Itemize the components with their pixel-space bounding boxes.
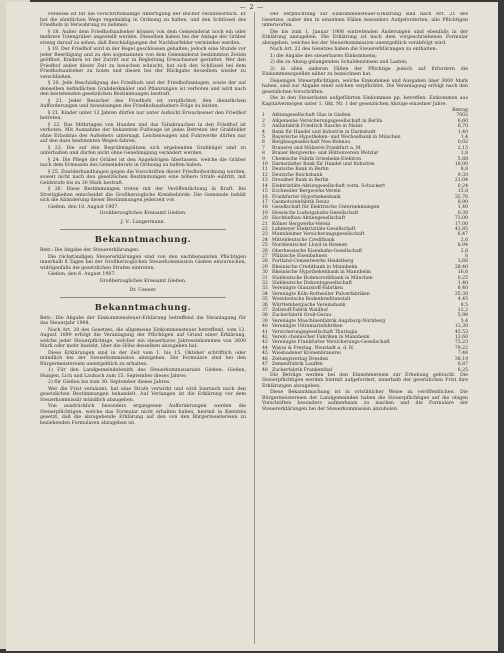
amount-column-header: Betrag: [452, 108, 468, 113]
section-separator: [60, 297, 226, 298]
section-separator: [60, 229, 226, 230]
entry-name: Württembergische Vereinsbank: [272, 302, 346, 308]
entry-number: 38: [262, 313, 268, 319]
entry-amount: 1,40: [457, 281, 468, 286]
entry-number: 25: [262, 243, 268, 249]
entry-number: 28: [262, 259, 268, 265]
entry-name: Oberhessische Eisenbahn-Gesellschaft: [272, 248, 363, 254]
entry-number: 46: [262, 356, 268, 362]
entry-amount: 18,00: [454, 162, 468, 168]
entry-amount: 38,19: [454, 356, 468, 362]
entry-number: 22: [262, 226, 268, 232]
subject-line: Betr.: Die Abgabe der Steuererklärungen.: [40, 248, 140, 253]
entry-number: 18: [262, 205, 268, 211]
entry-number: 9: [262, 156, 265, 162]
entry-number: 32: [262, 281, 268, 286]
paragraph: § 18. Außer dem Friedhofsaufseher können von dem Gemeinderat noch ein oder mehrere Totengräber angestellt werden. Dieselben haben bei der Anlage der Gräber streng darauf zu sehen, daß Beschädigungen der Nachbarfelder vermieden werden.: [40, 29, 246, 46]
signer-line: Dr. Usener.: [129, 287, 157, 293]
entry-amount: 7002: [456, 113, 468, 119]
entry-amount: 0,02: [457, 140, 468, 146]
entry-name: Verein chemischer Fabriken in Mannheim: [272, 335, 370, 341]
entry-number: 27: [262, 253, 268, 259]
entry-name: Gasmotorenfabrik Deutz: [272, 199, 330, 205]
entry-amount: 5,98: [457, 313, 468, 319]
entry-amount: 5,88: [457, 156, 468, 162]
paragraph: 1) die Angabe des steuerbaren Einkommens;: [270, 53, 377, 59]
entry-name: Eschweiler Bergwerks-Verein: [272, 189, 341, 195]
entry-number: 6: [262, 140, 265, 146]
entry-amount: 79,22: [454, 345, 468, 351]
entry-amount: 0,30: [457, 210, 468, 216]
paragraph: Die Beträge werden bei den Einnehmereien zur Erhebung gebracht. Die Steuerpflichtigen werden hiermit aufgefordert, innerhalb der gesetzlichen Frist ihre Erklärungen abzugeben.: [262, 372, 468, 389]
paragraph: Diejenigen Steuerpflichtigen, welche Einkommen und Ausgaben über 3000 Mark haben, sind zur Abgabe einer solchen verpflichtet. Die Veranlagung erfolgt nach den gesetzlichen Vorschriften.: [262, 78, 468, 95]
entry-name: Kölner Bergwerks-Verein: [272, 221, 331, 227]
entry-number: 19: [262, 210, 268, 216]
paragraph: 2) für Gießen bis zum 30. September dieses Jahres.: [48, 380, 171, 385]
entry-amount: 6,70: [457, 124, 468, 130]
entry-amount: 17,00: [454, 221, 468, 227]
entry-name: Vereinigte Maschinenfabrik Augsburg-Nürnberg: [272, 318, 386, 324]
entry-number: 16: [262, 194, 268, 200]
entry-number: 26: [262, 248, 268, 254]
entry-amount: 21,04: [454, 178, 468, 184]
entry-name: Süddeutsche Diskontogesellschaft: [272, 281, 353, 286]
entry-name: Wiesbadener Kronenbrauerei: [272, 351, 341, 357]
entry-name: Zellstoff-Fabrik Waldhof: [272, 308, 328, 314]
newspaper-page: [6, 2, 498, 651]
entry-amount: 8,8: [460, 167, 468, 173]
entry-amount: 8,40: [457, 286, 468, 292]
subject-line: Betr.: Die Abgabe der Einkommensteuer-Erklärung betreffend die Veranlagung für das Steuerjahr 1908.: [40, 315, 246, 326]
entry-name: Hochtiefbau-Aktiengesellschaft: [272, 216, 346, 222]
entry-name: Vereinigte Glanzstoff-Fabriken: [272, 286, 343, 292]
entry-name: Anilinfabrik Friedrich Rasche in Mainz: [272, 124, 363, 130]
entry-name: Wayss & Freytag, Neustadt a. d. H.: [272, 345, 355, 351]
entry-name: Mitteldeutsche Creditbank: [272, 237, 335, 243]
entry-name: Westdeutsche Bodenkreditanstalt: [272, 297, 351, 303]
paragraph: 3) in allen anderen Fällen der Pflichtige jedoch auf Erfordern die Einkommensquellen näher zu bezeichnen hat.: [262, 66, 468, 77]
entry-number: 1: [262, 113, 265, 119]
section-title: Bekanntmachung.: [94, 302, 192, 313]
column-divider: [254, 12, 255, 644]
entry-amount: 8,94: [457, 243, 468, 249]
entry-number: 40: [262, 324, 268, 330]
authority-line: Großherzogliches Kreisamt Gießen.: [99, 278, 187, 284]
entry-number: 34: [262, 291, 268, 297]
date-line: Gießen, den 6. August 1907.: [48, 272, 116, 277]
entry-amount: 8,90: [457, 199, 468, 205]
paragraph: § 23. Die auf den Begräbnisplätzen sich ergebenden Grabhügel sind zu unterhalten und dürfen nicht ohne Genehmigung verändert werden.: [40, 145, 246, 156]
entry-amount: 13,30: [454, 324, 468, 330]
paragraph: § 24. Die Pflege der Gräber ist den Angehörigen überlassen, welche die Gräber nach dem Ermessen des Gemeinderats in Ordnung zu halten haben.: [40, 157, 246, 168]
page-number: — 2 —: [239, 4, 265, 11]
right-column: [262, 12, 468, 648]
paragraph: Von ausdrücklich besonders ergangenen Aufforderungen werden die Steuerpflichtigen, welche das Formular nicht erhalten haben, hiermit in Kenntnis gesetzt, daß die abzugebende Erklärung auf den von den Bürgermeistereien zu beziehenden Formularen abzugeben ist.: [40, 404, 246, 426]
entry-amount: 35,76: [454, 194, 468, 200]
entry-number: 47: [262, 362, 268, 368]
entry-name: Lahmeyer Elektrizitäts-Gesellschaft: [272, 226, 356, 232]
entry-number: 44: [262, 345, 268, 351]
entry-name: Zeitungsverlag Dresden: [272, 356, 329, 362]
entry-amount: 45,53: [454, 329, 468, 335]
entry-amount: 6,60: [457, 118, 468, 124]
entry-number: 35: [262, 297, 268, 303]
entry-number: 20: [262, 216, 268, 222]
entry-name: Vereinigte Ultramarinfabriken: [272, 324, 343, 330]
section-title: Bekanntmachung.: [94, 235, 192, 245]
entry-number: 42: [262, 335, 268, 341]
paragraph: § 25. Zuwiderhandlungen gegen die Vorschriften dieser Friedhofsordnung werden, soweit nicht nach den gesetzlichen Bestimmungen eine höhere Strafe eintritt, mit Geldstrafe bis zu 30 Mark bestraft.: [40, 169, 246, 186]
entry-number: 2: [262, 118, 265, 124]
entry-number: 13: [262, 178, 268, 184]
entry-name: Brauer Bergwerks- und Hüttenverein Wetzlar: [272, 151, 379, 157]
entry-amount: 35,30: [454, 291, 468, 297]
entry-amount: 0,24: [457, 183, 468, 189]
entry-number: 4: [262, 129, 265, 135]
entry-number: 29: [262, 264, 268, 270]
entry-name: Vereinigte Köln-Rottweiler Pulverfabriken: [272, 291, 370, 297]
entry-amount: 7,48: [457, 351, 468, 357]
entry-amount: 6,47: [457, 232, 468, 238]
paragraph: § 19. Der Friedhof wird in der Regel geschlossen gehalten; jedoch eine Stunde vor jeder Beerdigung und zu den sogenannten von dem Gemeinderat bestimmten Zeiten geöffnet. Kindern ist der Zutritt nur in Begleitung Erwachsener gestattet. Wer den Friedhof außer dieser Zeit zu besuchen wünscht, hat sich den Schlüssel bei dem Friedhofsaufseher zu holen und diesen bei der Rückgabe desselben wieder zu verschließen.: [40, 47, 246, 80]
signer-line: J. V.: Langermann.: [120, 220, 166, 225]
entry-number: 37: [262, 308, 268, 314]
entry-amount: 43,85: [454, 226, 468, 232]
entry-amount: 8,5: [460, 302, 468, 308]
entry-number: 10: [262, 162, 268, 168]
entry-number: 45: [262, 351, 268, 357]
paragraph: Diese Bekanntmachung ist in ortsüblicher Weise zu veröffentlichen. Die Bürgermeistereien der Landgemeinden haben die Steuerpflichtigen auf die obigen Vorschriften besonders aufmerksam zu machen und die Formulare der Steuererklärungen bei der Steuerkommission abzuholen.: [262, 390, 468, 412]
paragraph: Wer die Frist versäumt, hat eine Strafe verwirkt und wird hiernach nach den gesetzlichen Bestimmungen behandelt. Auf Verlangen ist die Erklärung vor dem Steuerkommissär mündlich abzugeben.: [40, 386, 246, 403]
entry-amount: 9,30: [457, 172, 468, 178]
entry-number: 43: [262, 340, 268, 346]
entry-number: 30: [262, 270, 268, 276]
entry-number: 23: [262, 232, 268, 238]
entry-number: 17: [262, 199, 268, 205]
entry-name: Elektrizitäts-Aktiengesellschaft vorm. Schuckert: [272, 183, 386, 189]
entry-name: Pfälzische Eisenbahnen: [272, 253, 328, 259]
paragraph: Der Verpflichtung zur Einkommensteuer-Erklärung sind nach Art. 21 des Gesetzes, außer den in einzelnen Fällen besonders Aufgeforderten, alle Pflichtigen unterworfen.: [262, 12, 468, 28]
entry-amount: 6: [465, 253, 468, 259]
entry-name: Zementfabrik Lauffen: [272, 362, 323, 368]
entry-name: Frankfurter Hypothekenbank: [272, 194, 341, 200]
entry-name: Süddeutsche Bodencreditbank in München: [272, 275, 373, 281]
entry-number: 12: [262, 172, 268, 178]
paragraph: Die rückständigen Steuererklärungen sind von den nachbenannten Pflichtigen innerhalb 8 Tagen bei der Großherzoglichen Steuerkommission Gießen einzureichen, widrigenfalls die gesetzlichen Strafen eintreten.: [40, 254, 246, 271]
paragraph: § 22. Das Mitbringen von Hunden und das Tabakrauchen in den Friedhof ist verboten. Mit Ausnahme der bekannten Fußwege ist jedes Betreten der Grabfelder ohne Erlaubnis des Aufsehers untersagt. Leichenwagen und Fuhrwerke dürfen nur auf den dazu bestimmten Wegen fahren.: [40, 122, 246, 144]
entry-amount: 73,23: [454, 340, 468, 346]
entry-number: 11: [262, 167, 268, 173]
entry-number: 21: [262, 221, 268, 227]
paragraph: § 21. Jeder Besucher des Friedhofs ist verpflichtet, den dienstlichen Aufforderungen und Anweisungen des Friedhofsaufsehers Folge zu leisten.: [40, 98, 246, 109]
entry-name: Norddeutscher Lloyd in Bremen: [272, 243, 348, 249]
left-column: [40, 12, 246, 648]
entry-name: Chemische Fabrik Griesheim-Elektron: [272, 156, 362, 162]
company-list: [262, 113, 468, 373]
entry-amount: 12,60: [454, 335, 468, 341]
entry-amount: 1,40: [457, 205, 468, 211]
paragraph: 1) Für den Landgemeindebezirk des Steuerkommissariats Gießen: Gießen, Hungen, Lich und Laubach zum 15. September dieses Jahres;: [40, 368, 246, 379]
entry-name: Rheinische Hypothekenbank in Mannheim: [272, 270, 372, 276]
entry-number: 8: [262, 151, 265, 157]
entry-amount: 2,8: [460, 248, 468, 254]
entry-name: Bayerische Hypotheken- und Wechselbank in München: [272, 135, 401, 141]
entry-name: Bergbaugesellschaft Neu-Bohnau: [272, 140, 351, 146]
entry-name: Hessische Ludwigsbahn-Gesellschaft: [272, 210, 359, 216]
entry-name: Mannheimer Versicherungsgesellschaft: [272, 232, 365, 238]
entry-name: Portland-Cementwerke Heidelberg: [272, 259, 354, 265]
entry-name: Darmstädter Bank für Handel und Industrie: [272, 162, 375, 168]
entry-amount: 73,00: [454, 216, 468, 222]
entry-number: 5: [262, 135, 265, 141]
entry-amount: 5,4: [460, 318, 468, 324]
entry-name: Zuckerfabrik Frankenthal: [272, 367, 333, 373]
paragraph: 2) die zu Abzug gelangenden Schuldenzinsen und Lasten;: [270, 60, 408, 65]
paragraph: Nach Art. 20 des Gesetzes, die allgemeine Einkommensteuer betreffend, vom 12. August 1899 erfolgt die Veranlagung der Pflichtigen auf Grund einer Erklärung, welche jeder Steuerpflichtige, welcher ein steuerbares Jahreseinkommen von 2600 Mark oder mehr bezieht, über die Höhe desselben abzugeben hat.: [40, 327, 246, 349]
date-line: Gießen, den 10. August 1907.: [48, 204, 119, 210]
entry-number: 15: [262, 189, 268, 195]
paragraph: Die in den Steuerlisten aufgeführten Einkommen pp. betreffen: Einkommen aus Kapitalvermögen unter 1. Okt. Nr. 1 der gesetzlichen Abzüge einzelner Jahre.: [262, 96, 468, 107]
entry-amount: 2,15: [457, 145, 468, 151]
entry-amount: 2,6: [460, 237, 468, 243]
entry-amount: 3,68: [457, 259, 468, 265]
entry-name: Deutsche Reichsbank: [272, 172, 323, 178]
authority-line: Großherzogliches Kreisamt Gießen.: [99, 211, 187, 216]
entry-amount: 8,87: [457, 362, 468, 368]
entry-name: Rheinische Creditbank in Mannheim: [272, 264, 358, 270]
paragraph: Nach Art. 22 des Gesetzes haben die Steuererklärungen zu enthalten:: [270, 47, 438, 52]
entry-number: 24: [262, 237, 268, 243]
paragraph: Diese Erklärungen sind in der Zeit vom 1. bis 15. Oktober schriftlich oder mündlich bei der Steuerkommission abzugeben. Die Formulare sind bei den Bürgermeistereien unentgeltlich zu erhalten.: [40, 350, 246, 367]
entry-number: 14: [262, 183, 268, 189]
paragraph: § 21. Kinder unter 12 Jahren dürfen nur unter Aufsicht Erwachsener den Friedhof betreten.: [40, 110, 246, 121]
entry-number: 36: [262, 302, 268, 308]
paragraph: Fersesse ist für die vorschriftsmäßige Anfertigung der Bücher verantwortlich. Er hat die sämtlichen Wege regelmäßig in Ordnung zu halten, und den Schlüssel des Friedhofs in Verwahrung zu nehmen.: [40, 12, 246, 28]
entry-number: 41: [262, 329, 268, 335]
entry-amount: 0,25: [457, 275, 468, 281]
entry-name: Brauerei und Mälzerei Frankfurt a. M.: [272, 145, 362, 151]
entry-number: 3: [262, 124, 265, 130]
entry-name: Dresdner Bank in Berlin: [272, 178, 329, 184]
entry-name: Deutsche Bank in Berlin: [272, 167, 329, 173]
entry-number: 48: [262, 367, 268, 373]
entry-number: 31: [262, 275, 268, 281]
entry-amount: 16,6: [457, 270, 468, 276]
entry-name: Aktiengesellschaft Glas in Gießen: [272, 113, 351, 119]
paragraph: § 26. Diese Bestimmungen treten mit der Veröffentlichung in Kraft. Bei Streitigkeiten entscheidet die Großherzogliche Kreisbehörde. Die Gemeinde behält sich die Abänderung dieser Bestimmungen jederzeit vor.: [40, 187, 246, 203]
entry-name: Gesellschaft für Elektrische Unternehmungen: [272, 205, 380, 211]
entry-number: 33: [262, 286, 268, 292]
entry-amount: 12,2: [457, 308, 468, 314]
entry-number: 39: [262, 318, 268, 324]
entry-amount: 4,45: [457, 297, 468, 303]
entry-name: Allgemeine Versicherungsgesellschaft in Berlin: [272, 118, 383, 124]
paragraph: Die bis zum 1. Januar 1908 eintretenden Änderungen sind ebenfalls in der Erklärung anzugeben. Die Erklärung ist nach dem vorgeschriebenen Formular abzugeben, welches bei der Steuerkommission unentgeltlich verabfolgt wird.: [262, 29, 468, 46]
entry-amount: 28,40: [454, 264, 468, 270]
entry-name: Versicherungsgesellschaft Thuringia: [272, 329, 358, 335]
entry-amount: 1,40: [457, 129, 468, 135]
entry-name: Vereinigte Frankfurter Versicherungs-Gesellschaft: [272, 340, 390, 346]
entry-amount: 15,8: [457, 189, 468, 195]
paragraph: § 20. Jede Beschädigung des Friedhofs und der Friedhofsanlagen, sowie der auf denselben befindlichen Grabdenkmäler und Pflanzungen ist verboten und wird nach den bestehenden gesetzlichen Bestimmungen bestraft.: [40, 81, 246, 97]
entry-amount: 6,25: [457, 367, 468, 373]
entry-amount: 1,4: [460, 135, 468, 141]
entry-number: 7: [262, 145, 265, 151]
entry-amount: 1,8: [460, 151, 468, 157]
entry-name: Zuckerfabrik Groß-Gerau: [272, 313, 332, 319]
entry-name: Bank für Handel und Industrie in Darmstadt: [272, 129, 376, 135]
